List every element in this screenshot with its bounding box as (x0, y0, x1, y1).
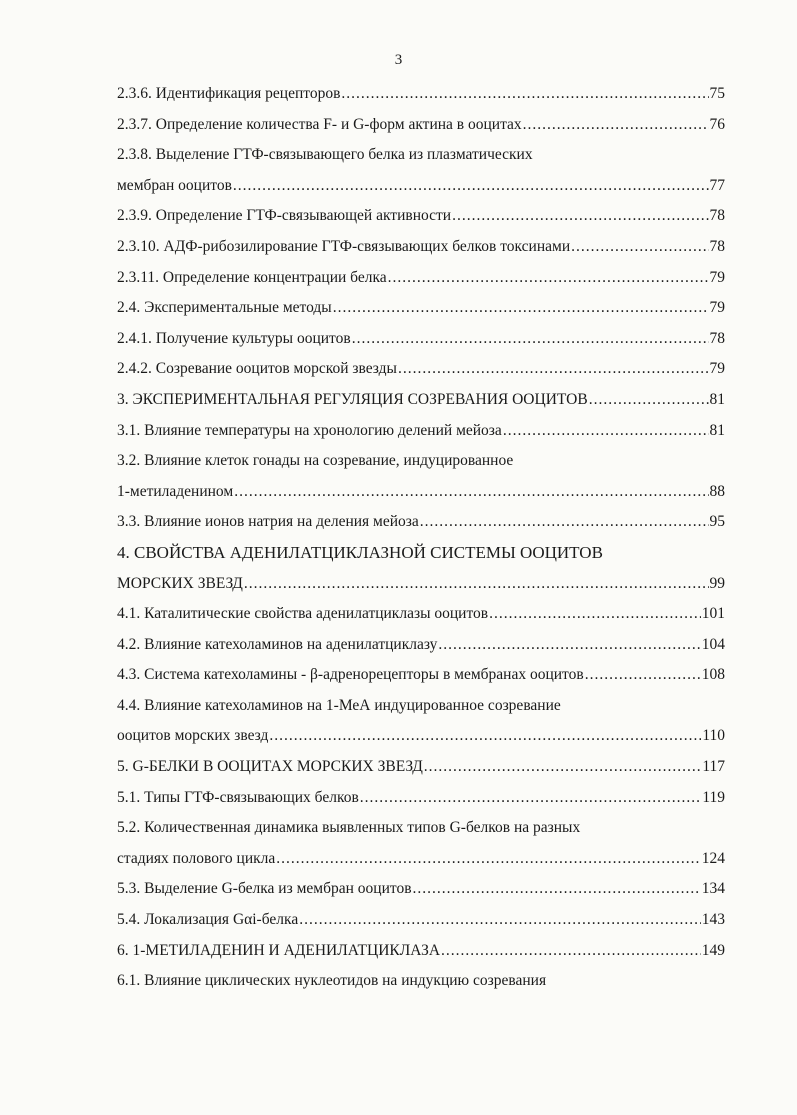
toc-entry-2-3-8-line1 (117, 140, 725, 171)
toc-entry-page: 108 (701, 666, 725, 684)
toc-entry-title: 5.3. Выделение G-белка из мембран ооцитов (117, 880, 412, 898)
page-number: 3 (394, 52, 403, 68)
toc-entry-title: 3. ЭКСПЕРИМЕНТАЛЬНАЯ РЕГУЛЯЦИЯ СОЗРЕВАНИЯ ООЦИТОВ (117, 390, 588, 408)
toc-entry-title: 3.2. Влияние клеток гонады на созревание, индуцированное (117, 452, 514, 470)
toc-entry-3 (117, 385, 725, 416)
leader-dots (360, 783, 702, 814)
toc-entry-title: 5.4. Локализация Gαi-белка (117, 911, 299, 929)
toc-entry-title: 2.3.8. Выделение ГТФ-связывающего белка из плазматических (117, 146, 533, 164)
toc-entry-page: 149 (701, 941, 725, 959)
toc-entry-title: 3.1. Влияние температуры на хронологию делений мейоза (117, 421, 502, 439)
toc-entry-title: 5.2. Количественная динамика выявленных типов G-белков на разных (117, 819, 581, 837)
toc-entry-page: 104 (701, 635, 725, 653)
toc-entry-title: 2.3.6. Идентификация рецепторов (117, 85, 341, 102)
leader-dots (585, 660, 701, 691)
toc-entry-2-3-6 (117, 79, 725, 110)
toc-entry-page: 81 (709, 421, 725, 439)
leader-dots (299, 905, 701, 936)
toc-entry-title: 6. 1-МЕТИЛАДЕНИН И АДЕНИЛАТЦИКЛАЗА (117, 941, 441, 959)
toc-entry-title: 1-метиладенином (117, 482, 234, 500)
toc-entry-page: 79 (709, 268, 725, 286)
toc-entry-4-line2 (117, 569, 725, 600)
toc-entry-title: 3.3. Влияние ионов натрия на деления мейоза (117, 513, 419, 531)
toc-entry-6 (117, 936, 725, 967)
toc-entry-2-4-1 (117, 324, 725, 355)
leader-dots (352, 324, 709, 355)
leader-dots (503, 416, 709, 447)
toc-entry-page: 134 (701, 880, 725, 898)
toc-entry-title: 2.3.9. Определение ГТФ-связывающей активности (117, 207, 452, 225)
leader-dots (333, 293, 709, 324)
toc-entry-2-4-2 (117, 354, 725, 385)
toc-entry-4-2 (117, 630, 725, 661)
table-of-contents (117, 79, 725, 997)
toc-entry-3-2-line1 (117, 446, 725, 477)
toc-entry-6-1-line1 (117, 966, 725, 997)
leader-dots (452, 201, 708, 232)
toc-entry-3-2-line2 (117, 477, 725, 508)
leader-dots (233, 171, 709, 202)
toc-entry-title: 5.1. Типы ГТФ-связывающих белков (117, 788, 359, 806)
toc-entry-page: 77 (709, 176, 725, 194)
toc-entry-title: 4.1. Каталитические свойства аденилатциклазы ооцитов (117, 605, 489, 623)
toc-entry-page: 79 (709, 299, 725, 317)
toc-entry-4-3 (117, 660, 725, 691)
toc-entry-page: 101 (701, 605, 725, 623)
leader-dots (234, 477, 708, 508)
toc-entry-5-3 (117, 874, 725, 905)
toc-entry-5-1 (117, 783, 725, 814)
toc-entry-5-2-line1 (117, 813, 725, 844)
toc-entry-title: 4. СВОЙСТВА АДЕНИЛАТЦИКЛАЗНОЙ СИСТЕМЫ ООЦИТОВ (117, 542, 603, 562)
toc-entry-title: 5. G-БЕЛКИ В ООЦИТАХ МОРСКИХ ЗВЕЗД (117, 758, 423, 776)
toc-entry-page: 119 (702, 788, 725, 806)
toc-entry-title: мембран ооцитов (117, 176, 232, 194)
leader-dots (438, 630, 700, 661)
toc-entry-5 (117, 752, 725, 783)
leader-dots (413, 874, 701, 905)
toc-entry-title: 4.4. Влияние катехоламинов на 1-МеА индуцированное созревание (117, 696, 561, 714)
toc-entry-title: 2.3.10. АДФ-рибозилирование ГТФ-связывающих белков токсинами (117, 237, 571, 255)
toc-entry-5-2-line2 (117, 844, 725, 875)
toc-entry-4-4-line2 (117, 721, 725, 752)
toc-entry-page: 76 (709, 115, 725, 133)
leader-dots (441, 936, 701, 967)
leader-dots (571, 232, 708, 263)
toc-entry-4-line1 (117, 538, 725, 569)
toc-entry-2-4 (117, 293, 725, 324)
leader-dots (276, 844, 700, 875)
leader-dots (244, 569, 709, 600)
toc-entry-title: ооцитов морских звезд (117, 727, 269, 745)
leader-dots (589, 385, 709, 416)
toc-entry-title: 2.4.1. Получение культуры ооцитов (117, 329, 351, 347)
toc-entry-title: 4.3. Система катехоламины - β-адренорецепторы в мембранах ооцитов (117, 666, 584, 684)
toc-entry-title: 2.4.2. Созревание ооцитов морской звезды (117, 360, 397, 378)
toc-entry-page: 124 (701, 849, 725, 867)
leader-dots (398, 354, 709, 385)
toc-entry-title: стадиях полового цикла (117, 849, 276, 867)
leader-dots (523, 110, 709, 141)
toc-entry-4-4-line1 (117, 691, 725, 722)
toc-entry-2-3-11 (117, 263, 725, 294)
toc-entry-title: 6.1. Влияние циклических нуклеотидов на индукцию созревания (117, 972, 547, 990)
toc-entry-page: 95 (709, 513, 725, 531)
toc-entry-4-1 (117, 599, 725, 630)
toc-entry-page: 81 (709, 390, 725, 408)
toc-entry-title: 4.2. Влияние катехоламинов на аденилатциклазу (117, 635, 438, 653)
toc-entry-title: 2.4. Экспериментальные методы (117, 299, 332, 317)
toc-entry-title: МОРСКИХ ЗВЕЗД (117, 574, 243, 592)
toc-entry-page: 117 (702, 758, 725, 776)
toc-entry-title: 2.3.11. Определение концентрации белка (117, 268, 387, 286)
toc-entry-page: 79 (709, 360, 725, 378)
toc-entry-3-3 (117, 507, 725, 538)
toc-entry-2-3-7 (117, 110, 725, 141)
toc-entry-2-3-9 (117, 201, 725, 232)
toc-entry-page: 110 (702, 727, 725, 745)
toc-entry-2-3-10 (117, 232, 725, 263)
leader-dots (489, 599, 701, 630)
toc-entry-page: 99 (709, 574, 725, 592)
toc-entry-2-3-8-line2 (117, 171, 725, 202)
leader-dots (420, 507, 709, 538)
toc-entry-5-4 (117, 905, 725, 936)
toc-entry-page: 75 (709, 85, 725, 102)
toc-entry-title: 2.3.7. Определение количества F- и G-форм актина в ооцитах (117, 115, 522, 133)
toc-entry-page: 78 (709, 237, 725, 255)
toc-entry-page: 88 (709, 482, 725, 500)
toc-entry-3-1 (117, 416, 725, 447)
toc-entry-page: 143 (701, 911, 725, 929)
leader-dots (424, 752, 702, 783)
toc-entry-page: 78 (709, 207, 725, 225)
toc-entry-page: 78 (709, 329, 725, 347)
leader-dots (341, 79, 708, 110)
leader-dots (269, 721, 701, 752)
leader-dots (388, 263, 709, 294)
